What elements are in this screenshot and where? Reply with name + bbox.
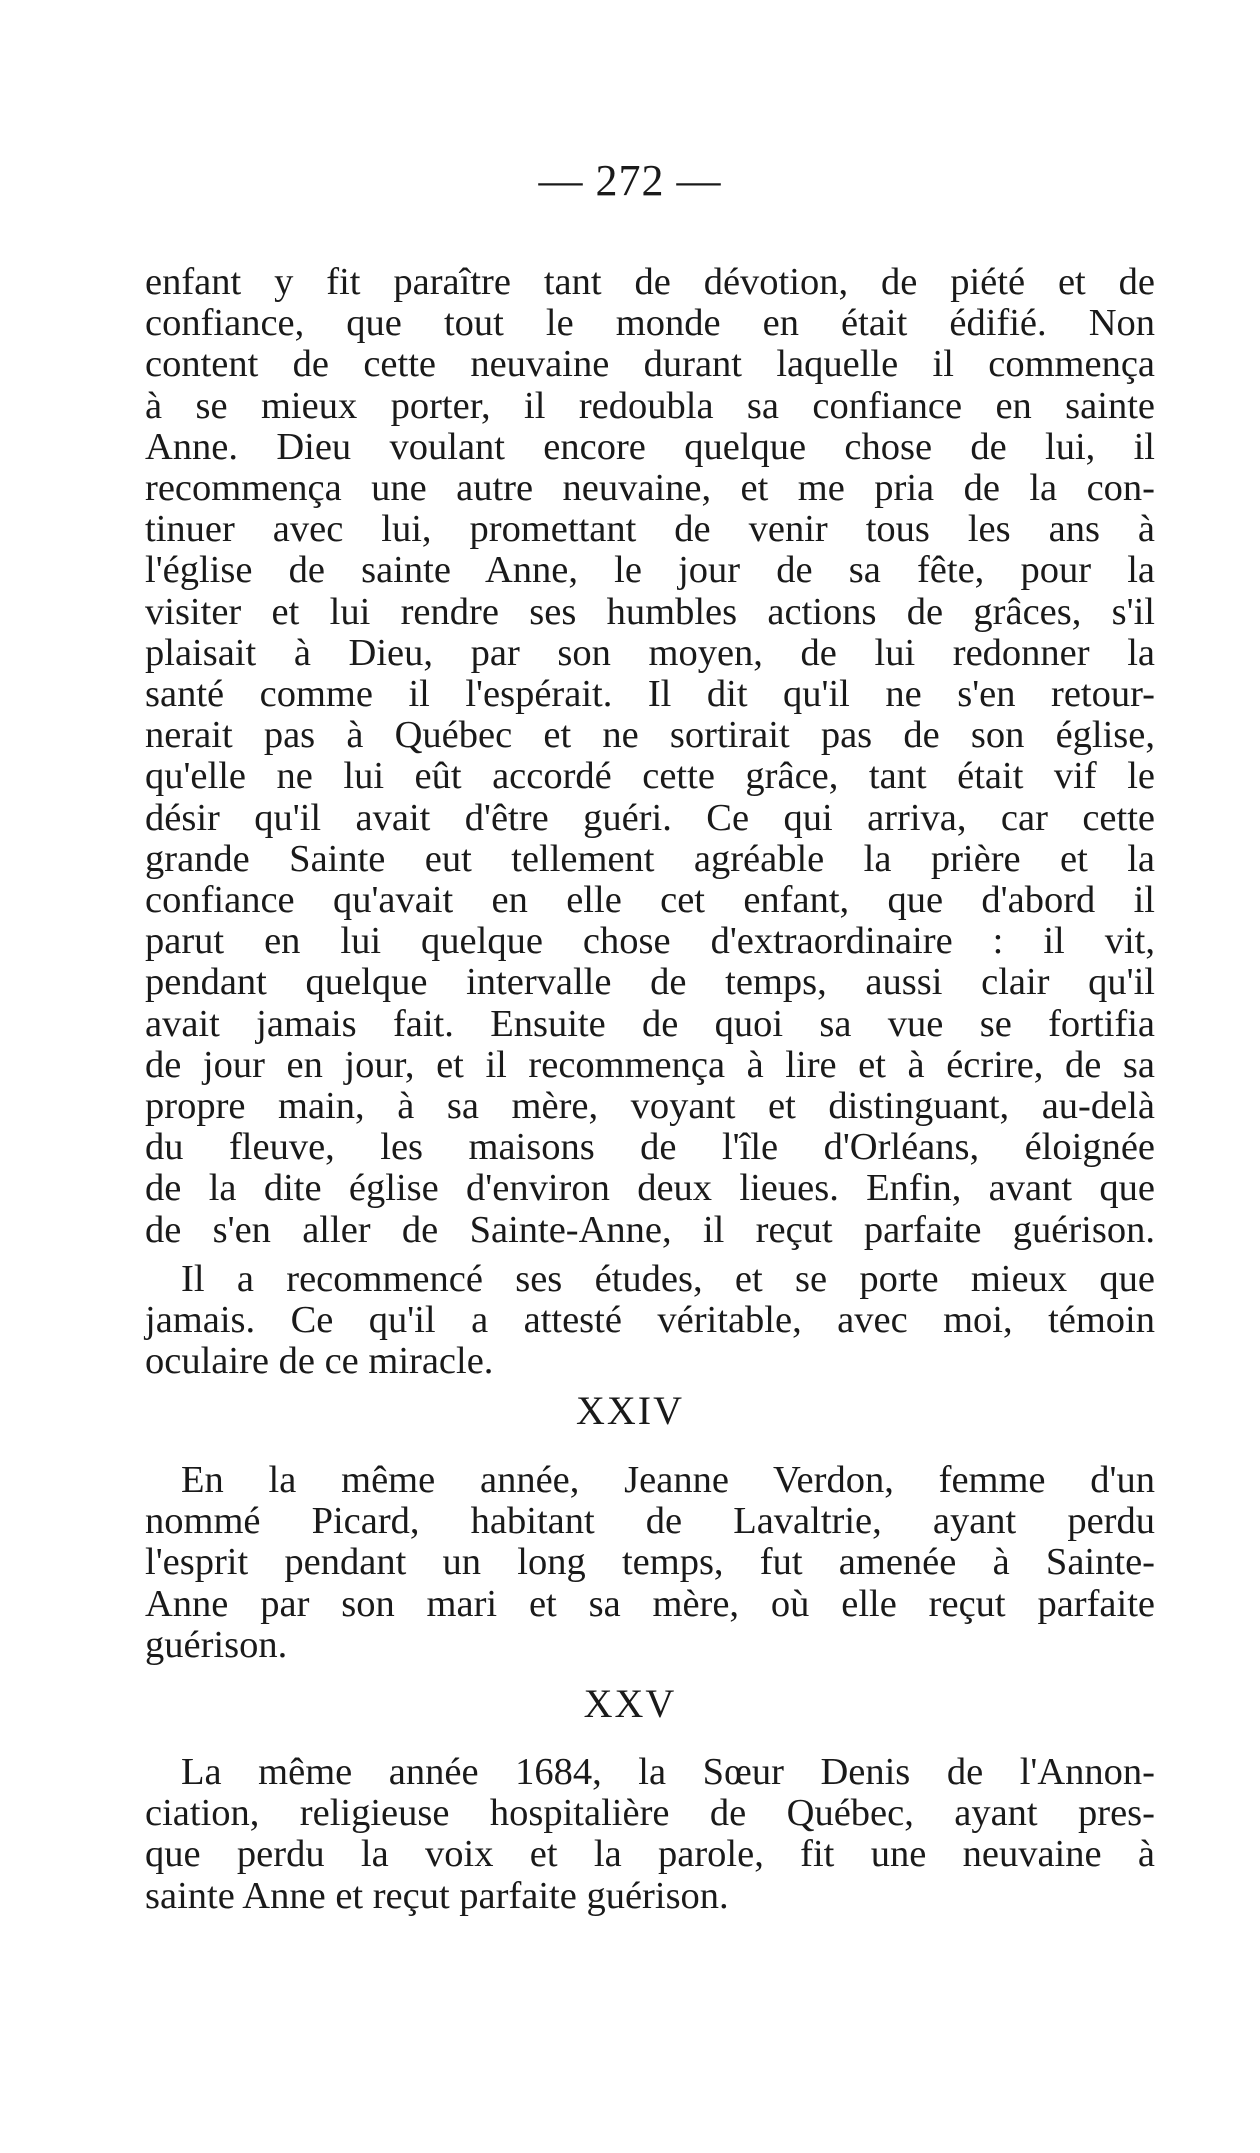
- text-line: parut en lui quelque chose d'extraordinaire : il vit,: [145, 920, 1155, 963]
- text-line: nerait pas à Québec et ne sortirait pas de son église,: [145, 714, 1155, 757]
- text-line: l'église de sainte Anne, le jour de sa fête, pour la: [145, 549, 1155, 592]
- text-line: qu'elle ne lui eût accordé cette grâce, tant était vif le: [145, 755, 1155, 798]
- text-line: jamais. Ce qu'il a attesté véritable, avec moi, témoin: [145, 1299, 1155, 1342]
- text-line: confiance qu'avait en elle cet enfant, que d'abord il: [145, 879, 1155, 922]
- text-line: plaisait à Dieu, par son moyen, de lui redonner la: [145, 631, 1155, 674]
- text-line: oculaire de ce miracle.: [145, 1340, 494, 1383]
- text-line: tinuer avec lui, promettant de venir tous les ans à: [145, 508, 1155, 551]
- text-line: confiance, que tout le monde en était édifié. Non: [145, 302, 1155, 345]
- text-line: l'esprit pendant un long temps, fut amenée à Sainte-: [145, 1541, 1155, 1584]
- paragraph-section-xxiv: [145, 1460, 1155, 1666]
- text-line: à se mieux porter, il redoubla sa confiance en sainte: [145, 384, 1155, 427]
- text-line: Il a recommencé ses études, et se porte mieux que: [181, 1258, 1155, 1300]
- text-line: de s'en aller de Sainte-Anne, il reçut parfaite guérison.: [145, 1208, 1155, 1251]
- text-line: pendant quelque intervalle de temps, aussi clair qu'il: [145, 961, 1155, 1004]
- text-line: de la dite église d'environ deux lieues. Enfin, avant que: [145, 1167, 1155, 1210]
- text-line: que perdu la voix et la parole, fit une neuvaine à: [145, 1833, 1155, 1876]
- text-line: visiter et lui rendre ses humbles actions de grâces, s'il: [145, 590, 1155, 633]
- text-line: nommé Picard, habitant de Lavaltrie, ayant perdu: [145, 1500, 1155, 1543]
- section-heading-xxiv: XXIV: [576, 1388, 684, 1433]
- text-line: Anne par son mari et sa mère, où elle reçut parfaite: [145, 1582, 1155, 1625]
- paragraph-section-xxv: [145, 1752, 1155, 1917]
- text-line: du fleuve, les maisons de l'île d'Orléans, éloignée: [145, 1126, 1155, 1169]
- text-line: Anne. Dieu voulant encore quelque chose de lui, il: [145, 425, 1155, 468]
- text-line: guérison.: [145, 1623, 288, 1666]
- section-heading-xxv: XXV: [583, 1681, 677, 1726]
- text-line: grande Sainte eut tellement agréable la prière et la: [145, 837, 1155, 880]
- text-line: recommença une autre neuvaine, et me pria de la con-: [145, 467, 1155, 510]
- paragraph-studies: [145, 1259, 1155, 1383]
- text-line: En la même année, Jeanne Verdon, femme d'un: [181, 1459, 1155, 1501]
- paragraph-continuation: [145, 262, 1155, 1251]
- text-line: content de cette neuvaine durant laquelle il commença: [145, 343, 1155, 386]
- page-number: — 272 —: [538, 156, 722, 205]
- text-line: ciation, religieuse hospitalière de Québec, ayant pres-: [145, 1792, 1155, 1835]
- text-line: avait jamais fait. Ensuite de quoi sa vue se fortifia: [145, 1002, 1155, 1045]
- text-line: La même année 1684, la Sœur Denis de l'Annon-: [181, 1751, 1155, 1793]
- text-line: sainte Anne et reçut parfaite guérison.: [145, 1874, 729, 1917]
- text-line: de jour en jour, et il recommença à lire et à écrire, de sa: [145, 1043, 1155, 1086]
- text-line: santé comme il l'espérait. Il dit qu'il ne s'en retour-: [145, 673, 1155, 716]
- text-line: propre main, à sa mère, voyant et distinguant, au-delà: [145, 1085, 1155, 1128]
- text-line: enfant y fit paraître tant de dévotion, de piété et de: [145, 261, 1155, 303]
- text-line: désir qu'il avait d'être guéri. Ce qui arriva, car cette: [145, 796, 1155, 839]
